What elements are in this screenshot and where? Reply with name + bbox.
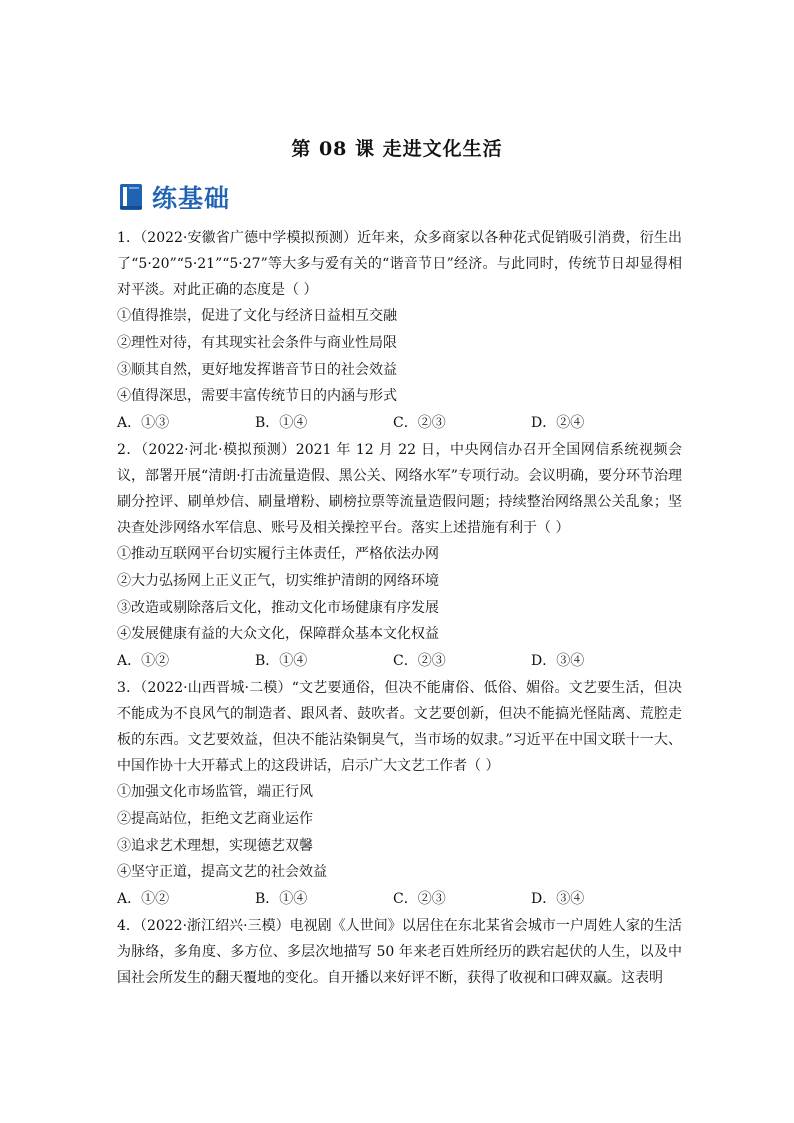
answer-choices — [117, 886, 682, 913]
answer-choices — [117, 410, 682, 437]
option-statement: ②提高站位，拒绝文艺商业运作 — [117, 810, 313, 827]
question-3 — [117, 675, 682, 913]
question-4 — [117, 913, 682, 991]
answer-choice-d: D．③④ — [531, 891, 585, 908]
answer-choice-b: B．①④ — [255, 891, 308, 908]
answer-choice-a: A．①② — [117, 653, 170, 670]
option-statement: ①推动互联网平台切实履行主体责任，严格依法办网 — [117, 545, 439, 562]
page-title: 第 08 课 走进文化生活 — [291, 138, 503, 160]
book-icon — [118, 183, 146, 211]
option-statement: ②理性对待，有其现实社会条件与商业性局限 — [117, 334, 397, 351]
question-stem: 2．（2022·河北·模拟预测）2021 年 12 月 22 日，中央网信办召开全国网信系统视频会议，部署开展“清朗·打击流量造假、黑公关、网络水军”专项行动。会议明确，要分环节治理刷分控评、刷单炒信、刷量增粉、刷榜拉票等流量造假问题；持续整治网络黑公关乱象；坚决查处涉网络水军信息、账号及相关操控平台。落实上述措施有利于（ ） — [117, 441, 682, 536]
answer-choice-b: B．①④ — [255, 415, 308, 432]
option-statement: ③顺其自然，更好地发挥谐音节日的社会效益 — [117, 361, 397, 378]
question-2 — [117, 437, 682, 675]
option-statement: ①加强文化市场监管，端正行风 — [117, 783, 313, 800]
answer-choice-a: A．①③ — [117, 415, 170, 432]
option-statement: ①值得推崇，促进了文化与经济日益相互交融 — [117, 308, 397, 324]
option-statement: ②大力弘扬网上正义正气，切实维护清朗的网络环境 — [117, 572, 439, 589]
answer-choice-d: D．③④ — [531, 653, 585, 670]
answer-choice-a: A．①② — [117, 891, 170, 908]
section-header — [118, 180, 230, 214]
option-statement: ④发展健康有益的大众文化，保障群众基本文化权益 — [117, 626, 439, 643]
option-statement: ③改造或剔除落后文化，推动文化市场健康有序发展 — [117, 599, 439, 616]
answer-choice-c: C．②③ — [393, 415, 446, 432]
answer-choices — [117, 648, 682, 675]
option-statement: ④值得深思，需要丰富传统节日的内涵与形式 — [117, 388, 397, 405]
question-stem: 3．（2022·山西晋城·二模）“文艺要通俗，但决不能庸俗、低俗、媚俗。文艺要生活，但决不能成为不良风气的制造者、跟风者、鼓吹者。文艺要创新，但决不能搞光怪陆离、荒腔走板的东西。文艺要效益，但决不能沾染铜臭气，当市场的奴隶。”习近平在中国文联十一大、中国作协十大开幕式上的这段讲话，启示广大文艺工作者（ ） — [117, 679, 682, 774]
answer-choice-c: C．②③ — [393, 891, 446, 908]
question-list — [117, 225, 682, 991]
question-stem: 4．（2022·浙江绍兴·三模）电视剧《人世间》以居住在东北某省会城市一户周姓人家的生活为脉络，多角度、多方位、多层次地描写 50 年来老百姓所经历的跌宕起伏的人生，以及中国社会所发生的翻天覆地的变化。自开播以来好评不断，获得了收视和口碑双赢。这表明 — [117, 917, 682, 986]
section-label: 练基础 — [152, 184, 231, 213]
answer-choice-b: B．①④ — [255, 653, 308, 670]
answer-choice-c: C．②③ — [393, 653, 446, 670]
question-stem: 1．（2022·安徽省广德中学模拟预测）近年来，众多商家以各种花式促销吸引消费，衍生出了“5·20”“5·21”“5·27”等大多与爱有关的“谐音节日”经济。与此同时，传统节日却显得相对平淡。对此正确的态度是（ ） — [117, 230, 682, 298]
option-statement: ④坚守正道，提高文艺的社会效益 — [117, 864, 327, 881]
option-statement: ③追求艺术理想，实现德艺双馨 — [117, 837, 313, 854]
answer-choice-d: D．②④ — [531, 415, 585, 432]
question-1 — [117, 225, 682, 437]
